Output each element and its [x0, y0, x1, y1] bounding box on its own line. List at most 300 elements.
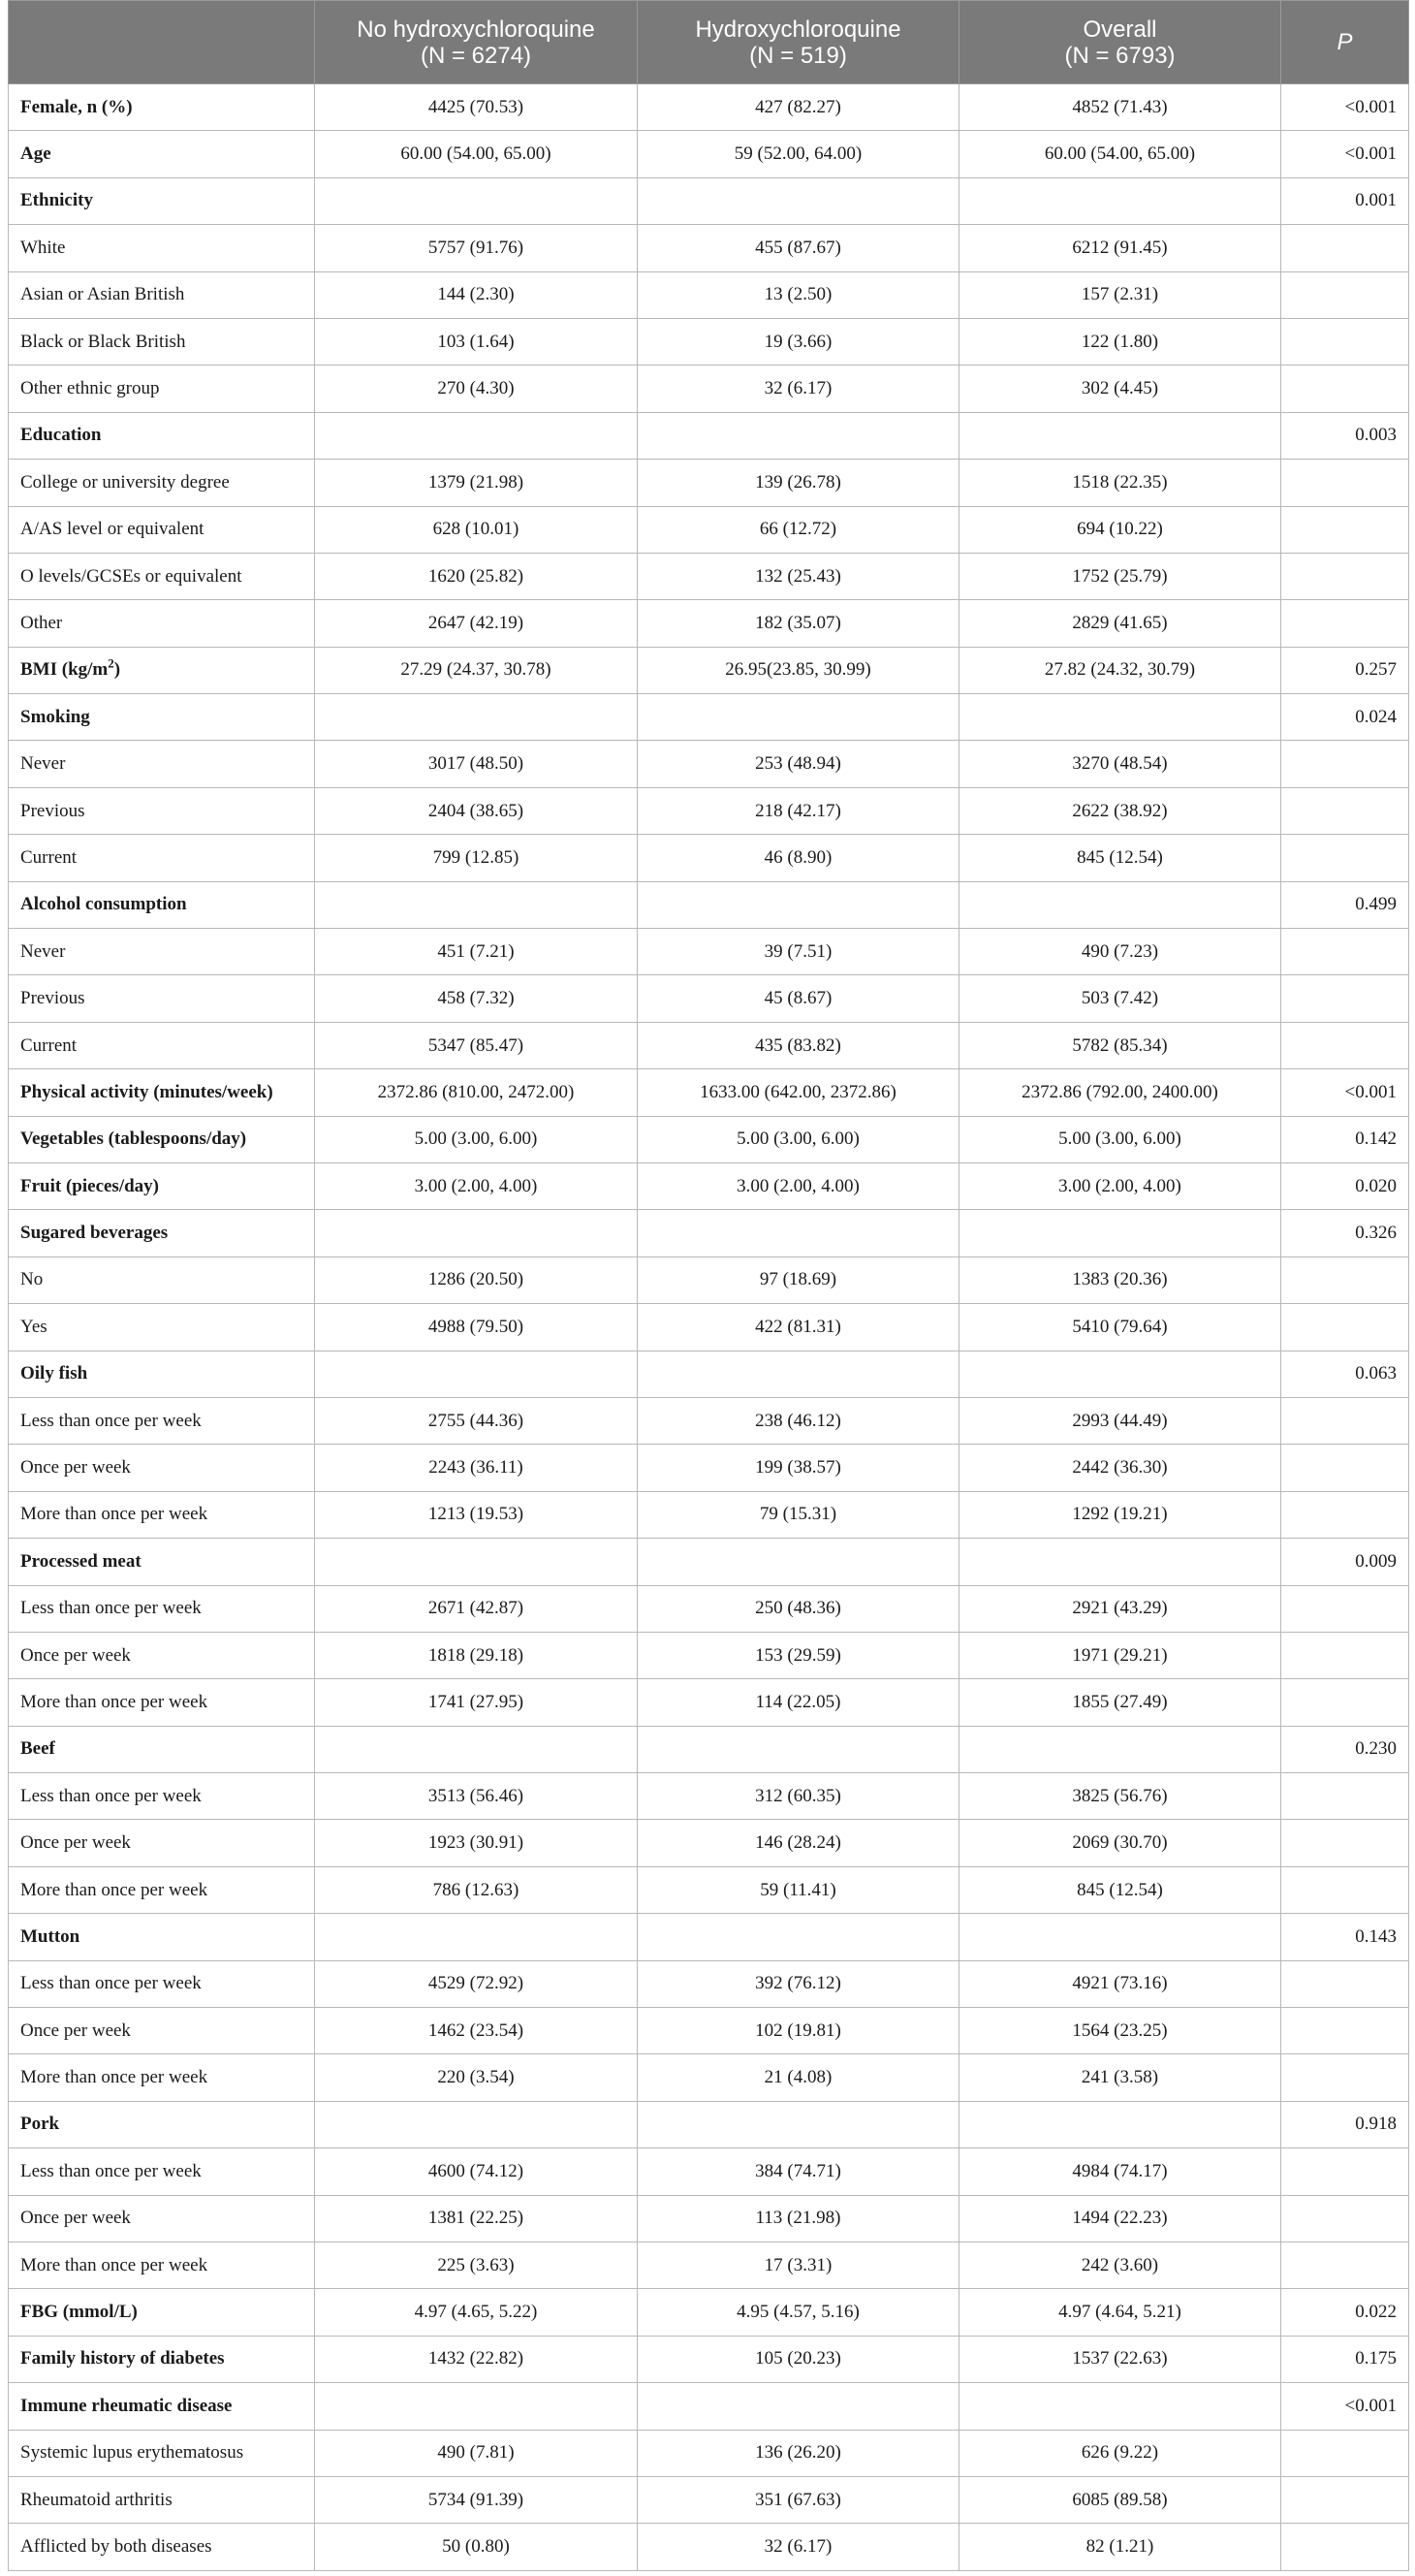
row-label: [9, 1351, 315, 1397]
cell-hydroxychloroquine: [638, 1914, 959, 1960]
table-row: [9, 506, 1409, 553]
row-label-suffix: ): [113, 659, 121, 681]
cell-p-value: [1281, 1397, 1409, 1444]
row-label-text: Afflicted by both diseases: [20, 2536, 212, 2557]
cell-no-hydroxychloroquine: 451 (7.21): [315, 929, 638, 975]
row-label: [9, 2242, 315, 2288]
row-label-text: Less than once per week: [20, 1785, 202, 1806]
cell-p-value: 0.001: [1281, 177, 1409, 224]
cell-p-value: 0.257: [1281, 647, 1409, 693]
cell-no-hydroxychloroquine: 1213 (19.53): [315, 1491, 638, 1538]
row-label: [9, 1585, 315, 1632]
cell-hydroxychloroquine: 435 (83.82): [638, 1022, 959, 1068]
row-label: [9, 506, 315, 553]
cell-no-hydroxychloroquine: 60.00 (54.00, 65.00): [315, 131, 638, 177]
row-label-text: Ethnicity: [20, 190, 93, 211]
table-row: [9, 2383, 1409, 2430]
header-overall: [959, 1, 1281, 84]
header-title: Overall: [1083, 16, 1157, 43]
cell-no-hydroxychloroquine: 458 (7.32): [315, 975, 638, 1022]
cell-hydroxychloroquine: [638, 881, 959, 928]
table-row: [9, 1866, 1409, 1913]
row-label: [9, 318, 315, 365]
cell-no-hydroxychloroquine: 2647 (42.19): [315, 600, 638, 647]
table-row: [9, 2476, 1409, 2523]
cell-p-value: 0.918: [1281, 2101, 1409, 2147]
cell-p-value: [1281, 1820, 1409, 1866]
cell-overall: 1537 (22.63): [959, 2336, 1281, 2382]
cell-hydroxychloroquine: 39 (7.51): [638, 929, 959, 975]
row-label: [9, 647, 315, 693]
row-label: [9, 1632, 315, 1678]
cell-hydroxychloroquine: 139 (26.78): [638, 460, 959, 506]
row-label: [9, 1679, 315, 1726]
cell-no-hydroxychloroquine: 1741 (27.95): [315, 1679, 638, 1726]
row-label-text: Processed meat: [20, 1550, 142, 1572]
cell-p-value: [1281, 1585, 1409, 1632]
cell-p-value: <0.001: [1281, 2383, 1409, 2430]
row-label-text: Mutton: [20, 1925, 80, 1947]
cell-no-hydroxychloroquine: 5347 (85.47): [315, 1022, 638, 1068]
cell-hydroxychloroquine: 21 (4.08): [638, 2054, 959, 2101]
table-row: [9, 2008, 1409, 2054]
row-label: [9, 881, 315, 928]
table-row: [9, 929, 1409, 975]
cell-overall: 845 (12.54): [959, 835, 1281, 881]
row-label: [9, 1726, 315, 1772]
row-label-text: Previous: [20, 800, 85, 821]
cell-p-value: [1281, 741, 1409, 787]
row-label: [9, 2430, 315, 2476]
cell-p-value: [1281, 2476, 1409, 2523]
row-label-text: BMI (kg/m: [20, 659, 109, 681]
row-label-text: Education: [20, 425, 102, 446]
cell-hydroxychloroquine: [638, 177, 959, 224]
cell-p-value: [1281, 318, 1409, 365]
cell-overall: 3270 (48.54): [959, 741, 1281, 787]
cell-hydroxychloroquine: 146 (28.24): [638, 1820, 959, 1866]
cell-overall: 503 (7.42): [959, 975, 1281, 1022]
cell-overall: 82 (1.21): [959, 2524, 1281, 2570]
row-label-text: Sugared beverages: [20, 1223, 169, 1244]
cell-hydroxychloroquine: [638, 694, 959, 741]
row-label-text: Once per week: [20, 1644, 131, 1666]
cell-no-hydroxychloroquine: 5.00 (3.00, 6.00): [315, 1116, 638, 1162]
table-row: [9, 1960, 1409, 2007]
cell-overall: 2921 (43.29): [959, 1585, 1281, 1632]
row-label: [9, 1820, 315, 1866]
cell-no-hydroxychloroquine: 799 (12.85): [315, 835, 638, 881]
cell-hydroxychloroquine: [638, 1726, 959, 1772]
cell-hydroxychloroquine: 114 (22.05): [638, 1679, 959, 1726]
row-label-text: Once per week: [20, 2019, 131, 2041]
row-label-text: Never: [20, 753, 66, 775]
row-label: [9, 2524, 315, 2570]
cell-hydroxychloroquine: 59 (11.41): [638, 1866, 959, 1913]
cell-overall: 1971 (29.21): [959, 1632, 1281, 1678]
header-count: (N = 519): [749, 42, 847, 69]
cell-overall: 6085 (89.58): [959, 2476, 1281, 2523]
cell-no-hydroxychloroquine: 220 (3.54): [315, 2054, 638, 2101]
row-label-text: A/AS level or equivalent: [20, 519, 204, 540]
row-label: [9, 2336, 315, 2382]
table-row: [9, 177, 1409, 224]
row-label: [9, 1162, 315, 1209]
row-label-text: No: [20, 1269, 44, 1290]
row-label-text: Rheumatoid arthritis: [20, 2489, 173, 2510]
cell-hydroxychloroquine: 79 (15.31): [638, 1491, 959, 1538]
cell-no-hydroxychloroquine: 27.29 (24.37, 30.78): [315, 647, 638, 693]
cell-hydroxychloroquine: 4.95 (4.57, 5.16): [638, 2289, 959, 2336]
cell-p-value: 0.020: [1281, 1162, 1409, 1209]
cell-overall: [959, 1914, 1281, 1960]
table-row: [9, 1445, 1409, 1491]
row-label-text: Other ethnic group: [20, 378, 160, 399]
cell-no-hydroxychloroquine: 4988 (79.50): [315, 1304, 638, 1351]
row-label: [9, 975, 315, 1022]
row-label-text: Other: [20, 612, 63, 633]
header-row: [9, 1, 1409, 84]
table-row: [9, 412, 1409, 459]
cell-p-value: [1281, 1632, 1409, 1678]
cell-overall: 2622 (38.92): [959, 787, 1281, 834]
table-row: [9, 271, 1409, 318]
row-label-text: More than once per week: [20, 2067, 208, 2088]
cell-hydroxychloroquine: 97 (18.69): [638, 1256, 959, 1303]
baseline-characteristics-table: [8, 0, 1409, 2571]
cell-p-value: 0.230: [1281, 1726, 1409, 1772]
table-row: [9, 647, 1409, 693]
cell-overall: [959, 694, 1281, 741]
cell-overall: 27.82 (24.32, 30.79): [959, 647, 1281, 693]
row-label: [9, 1304, 315, 1351]
cell-hydroxychloroquine: 13 (2.50): [638, 271, 959, 318]
cell-hydroxychloroquine: 46 (8.90): [638, 835, 959, 881]
cell-hydroxychloroquine: 238 (46.12): [638, 1397, 959, 1444]
cell-hydroxychloroquine: [638, 1539, 959, 1585]
cell-hydroxychloroquine: 66 (12.72): [638, 506, 959, 553]
table-row: [9, 1210, 1409, 1256]
cell-no-hydroxychloroquine: 1818 (29.18): [315, 1632, 638, 1678]
table-row: [9, 1022, 1409, 1068]
cell-hydroxychloroquine: 422 (81.31): [638, 1304, 959, 1351]
cell-overall: 6212 (91.45): [959, 225, 1281, 271]
row-label-text: Alcohol consumption: [20, 894, 187, 915]
cell-no-hydroxychloroquine: [315, 1539, 638, 1585]
row-label-text: Current: [20, 846, 78, 868]
row-label-text: More than once per week: [20, 1504, 208, 1525]
table-row: [9, 460, 1409, 506]
cell-hydroxychloroquine: 26.95(23.85, 30.99): [638, 647, 959, 693]
cell-overall: 5782 (85.34): [959, 1022, 1281, 1068]
row-label-text: FBG (mmol/L): [20, 2302, 138, 2323]
cell-no-hydroxychloroquine: 50 (0.80): [315, 2524, 638, 2570]
row-label-text: Family history of diabetes: [20, 2348, 225, 2369]
row-label-text: College or university degree: [20, 471, 230, 493]
cell-p-value: 0.499: [1281, 881, 1409, 928]
cell-no-hydroxychloroquine: 225 (3.63): [315, 2242, 638, 2288]
cell-hydroxychloroquine: [638, 2383, 959, 2430]
cell-overall: [959, 881, 1281, 928]
cell-p-value: [1281, 1022, 1409, 1068]
cell-no-hydroxychloroquine: [315, 177, 638, 224]
row-label-text: Current: [20, 1034, 78, 1056]
table-row: [9, 1914, 1409, 1960]
row-label-text: O levels/GCSEs or equivalent: [20, 565, 242, 587]
table-row: [9, 1539, 1409, 1585]
cell-hydroxychloroquine: 153 (29.59): [638, 1632, 959, 1678]
cell-p-value: [1281, 2148, 1409, 2195]
cell-p-value: [1281, 2008, 1409, 2054]
table-row: [9, 2430, 1409, 2476]
row-label: [9, 1256, 315, 1303]
table-row: [9, 1397, 1409, 1444]
cell-overall: 694 (10.22): [959, 506, 1281, 553]
cell-overall: 1855 (27.49): [959, 1679, 1281, 1726]
cell-p-value: <0.001: [1281, 131, 1409, 177]
table-row: [9, 318, 1409, 365]
row-label: [9, 1022, 315, 1068]
cell-p-value: [1281, 1304, 1409, 1351]
cell-no-hydroxychloroquine: 4425 (70.53): [315, 84, 638, 131]
row-label-text: Age: [20, 143, 51, 165]
row-label-text: Black or Black British: [20, 331, 186, 352]
cell-no-hydroxychloroquine: 1923 (30.91): [315, 1820, 638, 1866]
table-row: [9, 694, 1409, 741]
table-row: [9, 84, 1409, 131]
cell-hydroxychloroquine: 32 (6.17): [638, 2524, 959, 2570]
cell-no-hydroxychloroquine: 5757 (91.76): [315, 225, 638, 271]
cell-overall: 60.00 (54.00, 65.00): [959, 131, 1281, 177]
table-row: [9, 1116, 1409, 1162]
table-row: [9, 1632, 1409, 1678]
table-row: [9, 2148, 1409, 2195]
cell-p-value: 0.142: [1281, 1116, 1409, 1162]
row-label: [9, 1069, 315, 1116]
cell-p-value: [1281, 600, 1409, 647]
row-label: [9, 1866, 315, 1913]
cell-overall: 4.97 (4.64, 5.21): [959, 2289, 1281, 2336]
row-label: [9, 460, 315, 506]
row-label-text: Once per week: [20, 1832, 131, 1854]
cell-overall: [959, 2383, 1281, 2430]
row-label: [9, 84, 315, 131]
row-label: [9, 1914, 315, 1960]
cell-no-hydroxychloroquine: 1432 (22.82): [315, 2336, 638, 2382]
row-label: [9, 1116, 315, 1162]
cell-overall: 3825 (56.76): [959, 1773, 1281, 1820]
table-row: [9, 787, 1409, 834]
cell-overall: 242 (3.60): [959, 2242, 1281, 2288]
row-label: [9, 177, 315, 224]
row-label: [9, 2195, 315, 2242]
cell-hydroxychloroquine: [638, 412, 959, 459]
header-p-value: P: [1281, 1, 1409, 84]
cell-no-hydroxychloroquine: 2671 (42.87): [315, 1585, 638, 1632]
cell-overall: [959, 1726, 1281, 1772]
cell-overall: 2372.86 (792.00, 2400.00): [959, 1069, 1281, 1116]
cell-no-hydroxychloroquine: 1462 (23.54): [315, 2008, 638, 2054]
cell-p-value: [1281, 929, 1409, 975]
cell-no-hydroxychloroquine: 2755 (44.36): [315, 1397, 638, 1444]
cell-overall: 2442 (36.30): [959, 1445, 1281, 1491]
header-no-hydroxychloroquine: [315, 1, 638, 84]
header-variable: [9, 1, 315, 84]
cell-no-hydroxychloroquine: 103 (1.64): [315, 318, 638, 365]
row-label-text: White: [20, 237, 66, 258]
cell-no-hydroxychloroquine: 270 (4.30): [315, 366, 638, 412]
cell-overall: [959, 412, 1281, 459]
row-label-text: More than once per week: [20, 2254, 208, 2275]
table-row: [9, 366, 1409, 412]
table-row: [9, 2195, 1409, 2242]
table-row: [9, 2336, 1409, 2382]
cell-no-hydroxychloroquine: 2372.86 (810.00, 2472.00): [315, 1069, 638, 1116]
cell-overall: [959, 177, 1281, 224]
row-label: [9, 1397, 315, 1444]
cell-no-hydroxychloroquine: 4.97 (4.65, 5.22): [315, 2289, 638, 2336]
row-label: [9, 1210, 315, 1256]
cell-overall: 157 (2.31): [959, 271, 1281, 318]
cell-hydroxychloroquine: 132 (25.43): [638, 553, 959, 599]
row-label-text: Asian or Asian British: [20, 284, 185, 305]
header-count: (N = 6274): [420, 42, 532, 69]
row-label-text: Yes: [20, 1316, 47, 1337]
cell-p-value: [1281, 366, 1409, 412]
cell-hydroxychloroquine: 1633.00 (642.00, 2372.86): [638, 1069, 959, 1116]
table-row: [9, 1726, 1409, 1772]
table-row: [9, 835, 1409, 881]
cell-no-hydroxychloroquine: 5734 (91.39): [315, 2476, 638, 2523]
table-row: [9, 225, 1409, 271]
cell-no-hydroxychloroquine: 490 (7.81): [315, 2430, 638, 2476]
row-label: [9, 787, 315, 834]
row-label: [9, 2476, 315, 2523]
cell-hydroxychloroquine: 253 (48.94): [638, 741, 959, 787]
row-label-superscript: 2: [108, 656, 114, 672]
cell-no-hydroxychloroquine: 3017 (48.50): [315, 741, 638, 787]
cell-p-value: [1281, 225, 1409, 271]
row-label-text: Previous: [20, 988, 85, 1009]
cell-p-value: 0.326: [1281, 1210, 1409, 1256]
cell-overall: 626 (9.22): [959, 2430, 1281, 2476]
cell-overall: 241 (3.58): [959, 2054, 1281, 2101]
cell-p-value: [1281, 2430, 1409, 2476]
row-label-text: Pork: [20, 2114, 60, 2135]
table-row: [9, 1162, 1409, 1209]
cell-overall: 5.00 (3.00, 6.00): [959, 1116, 1281, 1162]
cell-hydroxychloroquine: 136 (26.20): [638, 2430, 959, 2476]
row-label: [9, 741, 315, 787]
cell-no-hydroxychloroquine: [315, 1210, 638, 1256]
header-title: No hydroxychloroquine: [357, 16, 595, 43]
row-label-text: Once per week: [20, 2208, 131, 2229]
cell-p-value: 0.175: [1281, 2336, 1409, 2382]
table-row: [9, 1585, 1409, 1632]
cell-no-hydroxychloroquine: 628 (10.01): [315, 506, 638, 553]
row-label-text: Less than once per week: [20, 1410, 202, 1431]
cell-no-hydroxychloroquine: [315, 1351, 638, 1397]
cell-p-value: 0.143: [1281, 1914, 1409, 1960]
cell-no-hydroxychloroquine: [315, 412, 638, 459]
cell-hydroxychloroquine: 250 (48.36): [638, 1585, 959, 1632]
cell-no-hydroxychloroquine: [315, 694, 638, 741]
cell-no-hydroxychloroquine: [315, 2101, 638, 2147]
row-label-text: Beef: [20, 1738, 55, 1760]
cell-overall: [959, 1539, 1281, 1585]
cell-overall: 1752 (25.79): [959, 553, 1281, 599]
row-label: [9, 694, 315, 741]
cell-overall: 1292 (19.21): [959, 1491, 1281, 1538]
cell-overall: 3.00 (2.00, 4.00): [959, 1162, 1281, 1209]
row-label: [9, 2289, 315, 2336]
cell-hydroxychloroquine: 19 (3.66): [638, 318, 959, 365]
cell-overall: 1383 (20.36): [959, 1256, 1281, 1303]
row-label: [9, 225, 315, 271]
cell-no-hydroxychloroquine: 144 (2.30): [315, 271, 638, 318]
table-row: [9, 553, 1409, 599]
row-label: [9, 1539, 315, 1585]
cell-hydroxychloroquine: 427 (82.27): [638, 84, 959, 131]
row-label: [9, 366, 315, 412]
row-label-text: Fruit (pieces/day): [20, 1175, 160, 1196]
row-label: [9, 271, 315, 318]
table-row: [9, 2524, 1409, 2570]
row-label: [9, 1491, 315, 1538]
cell-overall: [959, 1351, 1281, 1397]
row-label: [9, 600, 315, 647]
cell-p-value: [1281, 1960, 1409, 2007]
cell-p-value: 0.003: [1281, 412, 1409, 459]
cell-overall: 490 (7.23): [959, 929, 1281, 975]
cell-p-value: [1281, 1256, 1409, 1303]
cell-hydroxychloroquine: 113 (21.98): [638, 2195, 959, 2242]
cell-overall: 4921 (73.16): [959, 1960, 1281, 2007]
cell-overall: 2993 (44.49): [959, 1397, 1281, 1444]
cell-overall: 1564 (23.25): [959, 2008, 1281, 2054]
row-label-text: More than once per week: [20, 1691, 208, 1712]
cell-hydroxychloroquine: 3.00 (2.00, 4.00): [638, 1162, 959, 1209]
row-label-text: Smoking: [20, 706, 90, 727]
table-row: [9, 1304, 1409, 1351]
cell-hydroxychloroquine: 218 (42.17): [638, 787, 959, 834]
row-label: [9, 131, 315, 177]
cell-overall: 5410 (79.64): [959, 1304, 1281, 1351]
cell-no-hydroxychloroquine: 2243 (36.11): [315, 1445, 638, 1491]
cell-p-value: [1281, 1445, 1409, 1491]
row-label-text: Female, n (%): [20, 96, 133, 117]
cell-no-hydroxychloroquine: 1286 (20.50): [315, 1256, 638, 1303]
cell-hydroxychloroquine: [638, 2101, 959, 2147]
table-row: [9, 975, 1409, 1022]
row-label-text: Less than once per week: [20, 1598, 202, 1619]
table-header: [9, 1, 1409, 84]
cell-p-value: 0.063: [1281, 1351, 1409, 1397]
row-label-text: Vegetables (tablespoons/day): [20, 1129, 247, 1150]
cell-no-hydroxychloroquine: 2404 (38.65): [315, 787, 638, 834]
cell-p-value: [1281, 1866, 1409, 1913]
table-row: [9, 1491, 1409, 1538]
cell-overall: 302 (4.45): [959, 366, 1281, 412]
cell-hydroxychloroquine: 17 (3.31): [638, 2242, 959, 2288]
row-label: [9, 2383, 315, 2430]
table-row: [9, 600, 1409, 647]
header-count: (N = 6793): [1064, 42, 1176, 69]
cell-p-value: [1281, 2195, 1409, 2242]
cell-no-hydroxychloroquine: 1620 (25.82): [315, 553, 638, 599]
table-row: [9, 741, 1409, 787]
cell-p-value: [1281, 2524, 1409, 2570]
